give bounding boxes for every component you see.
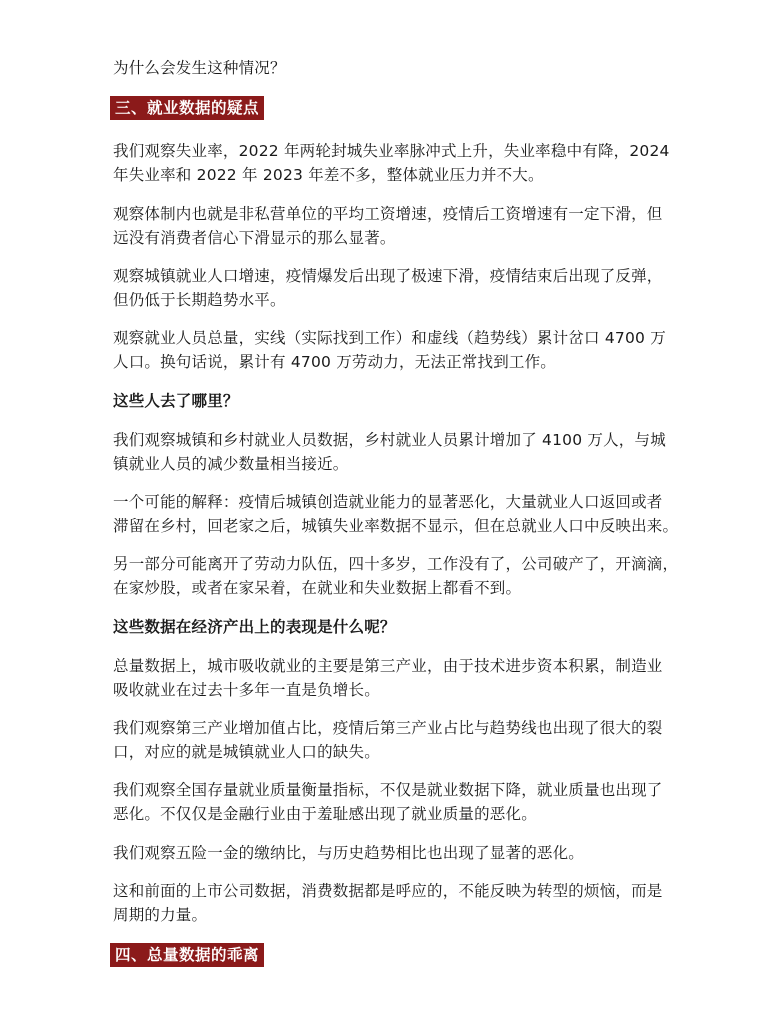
paragraph-urban-employment-line-2: 但仍低于长期趋势水平。 bbox=[113, 291, 286, 309]
paragraph-aggregate-line-2: 吸收就业在过去十多年一直是负增长。 bbox=[113, 681, 380, 699]
paragraph-quality-line-2: 恶化。不仅仅是金融行业由于羞耻感出现了就业质量的恶化。 bbox=[113, 805, 537, 823]
paragraph-urban-employment-line-1: 观察城镇就业人口增速，疫情爆发后出现了极速下滑，疫情结束后出现了反弹， bbox=[113, 267, 663, 285]
paragraph-wages-line-2: 远没有消费者信心下滑显示的那么显著。 bbox=[113, 229, 396, 247]
paragraph-cycle-line-2: 周期的力量。 bbox=[113, 906, 208, 924]
paragraph-total-employment-line-2: 人口。换句话说，累计有 4700 万劳动力，无法正常找到工作。 bbox=[113, 353, 557, 371]
paragraph-wages-line-1: 观察体制内也就是非私营单位的平均工资增速，疫情后工资增速有一定下滑，但 bbox=[113, 205, 663, 223]
question-where-did-they-go: 这些人去了哪里？ bbox=[113, 392, 239, 410]
paragraph-explanation-line-1: 一个可能的解释：疫情后城镇创造就业能力的显著恶化，大量就业人口返回或者 bbox=[113, 493, 663, 511]
paragraph-labor-force-line-2: 在家炒股，或者在家呆着，在就业和失业数据上都看不到。 bbox=[113, 579, 522, 597]
paragraph-aggregate-line-1: 总量数据上，城市吸收就业的主要是第三产业，由于技术进步资本积累，制造业 bbox=[113, 657, 663, 675]
intro-question: 为什么会发生这种情况？ bbox=[113, 59, 286, 77]
paragraph-insurance-line-1: 我们观察五险一金的缴纳比，与历史趋势相比也出现了显著的恶化。 bbox=[113, 844, 585, 862]
section-heading-3: 三、就业数据的疑点 bbox=[110, 96, 264, 120]
paragraph-labor-force-line-1: 另一部分可能离开了劳动力队伍，四十多岁，工作没有了，公司破产了，开滴滴， bbox=[113, 555, 679, 573]
paragraph-quality-line-1: 我们观察全国存量就业质量衡量指标，不仅是就业数据下降，就业质量也出现了 bbox=[113, 781, 663, 799]
question-economic-output: 这些数据在经济产出上的表现是什么呢？ bbox=[113, 618, 396, 636]
paragraph-rural-employment-line-2: 镇就业人员的减少数量相当接近。 bbox=[113, 455, 349, 473]
paragraph-unemployment-line-1: 我们观察失业率，2022 年两轮封城失业率脉冲式上升，失业率稳中有降，2024 bbox=[113, 142, 670, 160]
section-heading-4: 四、总量数据的乖离 bbox=[110, 943, 264, 967]
paragraph-unemployment-line-2: 年失业率和 2022 年 2023 年差不多，整体就业压力并不大。 bbox=[113, 166, 544, 184]
paragraph-tertiary-line-2: 口，对应的就是城镇就业人口的缺失。 bbox=[113, 743, 380, 761]
paragraph-cycle-line-1: 这和前面的上市公司数据，消费数据都是呼应的，不能反映为转型的烦恼，而是 bbox=[113, 882, 663, 900]
paragraph-rural-employment-line-1: 我们观察城镇和乡村就业人员数据，乡村就业人员累计增加了 4100 万人，与城 bbox=[113, 431, 666, 449]
paragraph-explanation-line-2: 滞留在乡村，回老家之后，城镇失业率数据不显示，但在总就业人口中反映出来。 bbox=[113, 517, 679, 535]
paragraph-tertiary-line-1: 我们观察第三产业增加值占比，疫情后第三产业占比与趋势线也出现了很大的裂 bbox=[113, 719, 663, 737]
paragraph-total-employment-line-1: 观察就业人员总量，实线（实际找到工作）和虚线（趋势线）累计岔口 4700 万 bbox=[113, 329, 666, 347]
